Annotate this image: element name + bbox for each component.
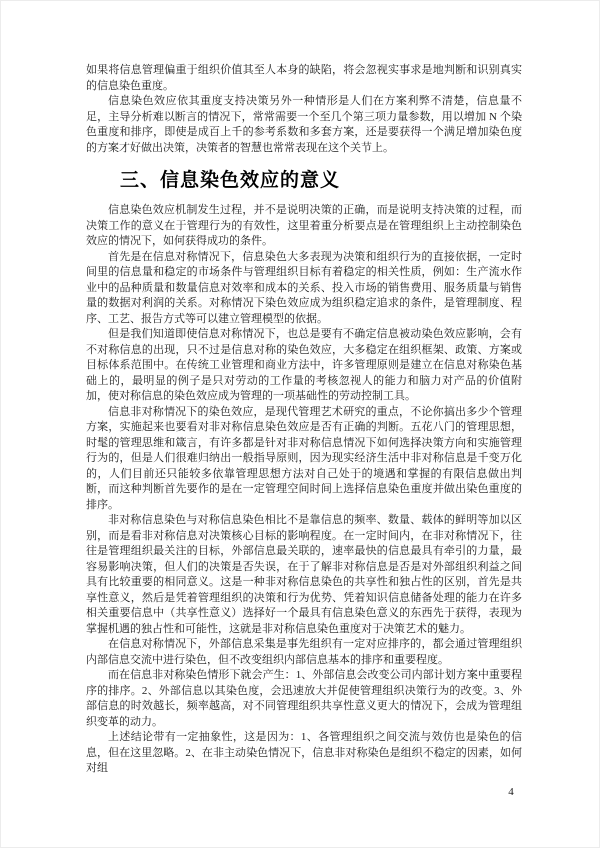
page-content [86,63,522,777]
paragraph: 信息非对称情况下的染色效应，是现代管理艺术研究的重点，不论你搞出多少个管理方案，实施起来也要看对非对称信息染色效应是否有正确的判断。五花八门的管理思想，时髦的管理思维和箴言，有许多都是针对非对称信息情况下如何选择决策方向和实施管理行为的，但是人们很难归纳出一般指导原则，因为现实经济生活中非对称信息是千变万化的，人们目前还只能较多依靠管理思想方法对自己处于的境遇和掌握的有限信息做出判断，而这种判断首先要作的是在一定管理空间时间上选择信息染色重度并做出染色重度的排序。 [86,405,522,511]
paragraph: 而在信息非对称染色情形下就会产生：1、外部信息会改变公司内部计划方案中重要程序的排序。2、外部信息以其染色度，会迅速放大并促使管理组织决策行为的改变。3、外部信息的时效越长，频率越高，对不同管理组织共享性意义更大的情况下，会成为管理组织变革的动力。 [86,669,522,728]
paragraph: 非对称信息染色与对称信息染色相比不是靠信息的频率、数量、载体的鲜明等加以区别，而是看非对称信息对决策核心目标的影响程度。在一定时间内，在非对称情况下，往往是管理组织最关注的目标，外部信息最关联的，速率最快的信息最具有牵引的力量，最容易影响决策，但人们的决策是否失误，在于了解非对称信息是否是对外部组织利益之间具有比较重要的相同意义。这是一种非对称信息染色的共享性和独占性的区别，首先是共享性意义，然后是凭着管理组织的决策和行为优势、凭着知识信息储备处理的能力在许多相关重要信息中（共享性意义）选择好一个最具有信息染色意义的东西先于获得，表现为掌握机遇的独占性和可能性，这就是非对称信息染色重度对于决策艺术的魅力。 [86,514,522,635]
paragraph: 在信息对称情况下，外部信息采集是事先组织有一定对应排序的，都会通过管理组织内部信息交流中进行染色，但不改变组织内部信息基本的排序和重要程度。 [86,638,522,666]
section-heading: 三、信息染色效应的意义 [120,170,341,191]
paragraph: 首先是在信息对称情况下，信息染色大多表现为决策和组织行为的直接依据，一定时间里的信息量和稳定的市场条件与管理组织目标有着稳定的相关性质，例如：生产流水作业中的品种质量和数量信息对效率和成本的关系、投入市场的销售费用、服务质量与销售量的数据对利润的关系。对称情况下染色效应成为组织稳定追求的条件，是管理制度、程序、工艺、报告方式等可以建立管理模型的依据。 [86,250,522,325]
paragraph: 如果将信息管理偏重于组织价值其至人本身的缺陷，将会忽视实事求是地判断和识别真实的信息染色重度。 [86,64,522,92]
paragraph: 上述结论带有一定抽象性，这是因为：1、各管理组织之间交流与效仿也是染色的信息，但在这里忽略。2、在非主动染色情况下，信息非对称染色是组织不稳定的因素，如何对组 [86,731,522,774]
paragraph: 信息染色效应依其重度支持决策另外一种情形是人们在方案利弊不清楚，信息量不足，主导分析难以断言的情况下，常常需要一个至几个第三项力量参数，用以增加 N 个染色重度和排序，即使是成百上千的参考系数和多套方案，还是要获得一个满足增加染色度的方案才好做出决策，决策者的智慧也常常表现在这个关节上。 [86,95,522,154]
paragraph: 但是我们知道即使信息对称情况下，也总是要有不确定信息被动染色效应影响，会有不对称信息的出现，只不过是信息对称的染色效应，大多稳定在组织框架、政策、方案或目标体系范围中。在传统工业管理和商业方法中，许多管理原则是建立在信息对称染色基础上的，最明显的例子是只对劳动的工作量的考核忽视人的能力和脑力对产品的价值附加，使对称信息的染色效应成为管理的一项基础性的劳动控制工具。 [86,328,522,402]
page-number: 4 [508,786,514,798]
paragraph: 信息染色效应机制发生过程，并不是说明决策的正确，而是说明支持决策的过程，而决策工作的意义在于管理行为的有效性，这里着重分析要点是在管理组织上主动控制染色效应的情况下，如何获得成功的条件。 [86,204,522,247]
